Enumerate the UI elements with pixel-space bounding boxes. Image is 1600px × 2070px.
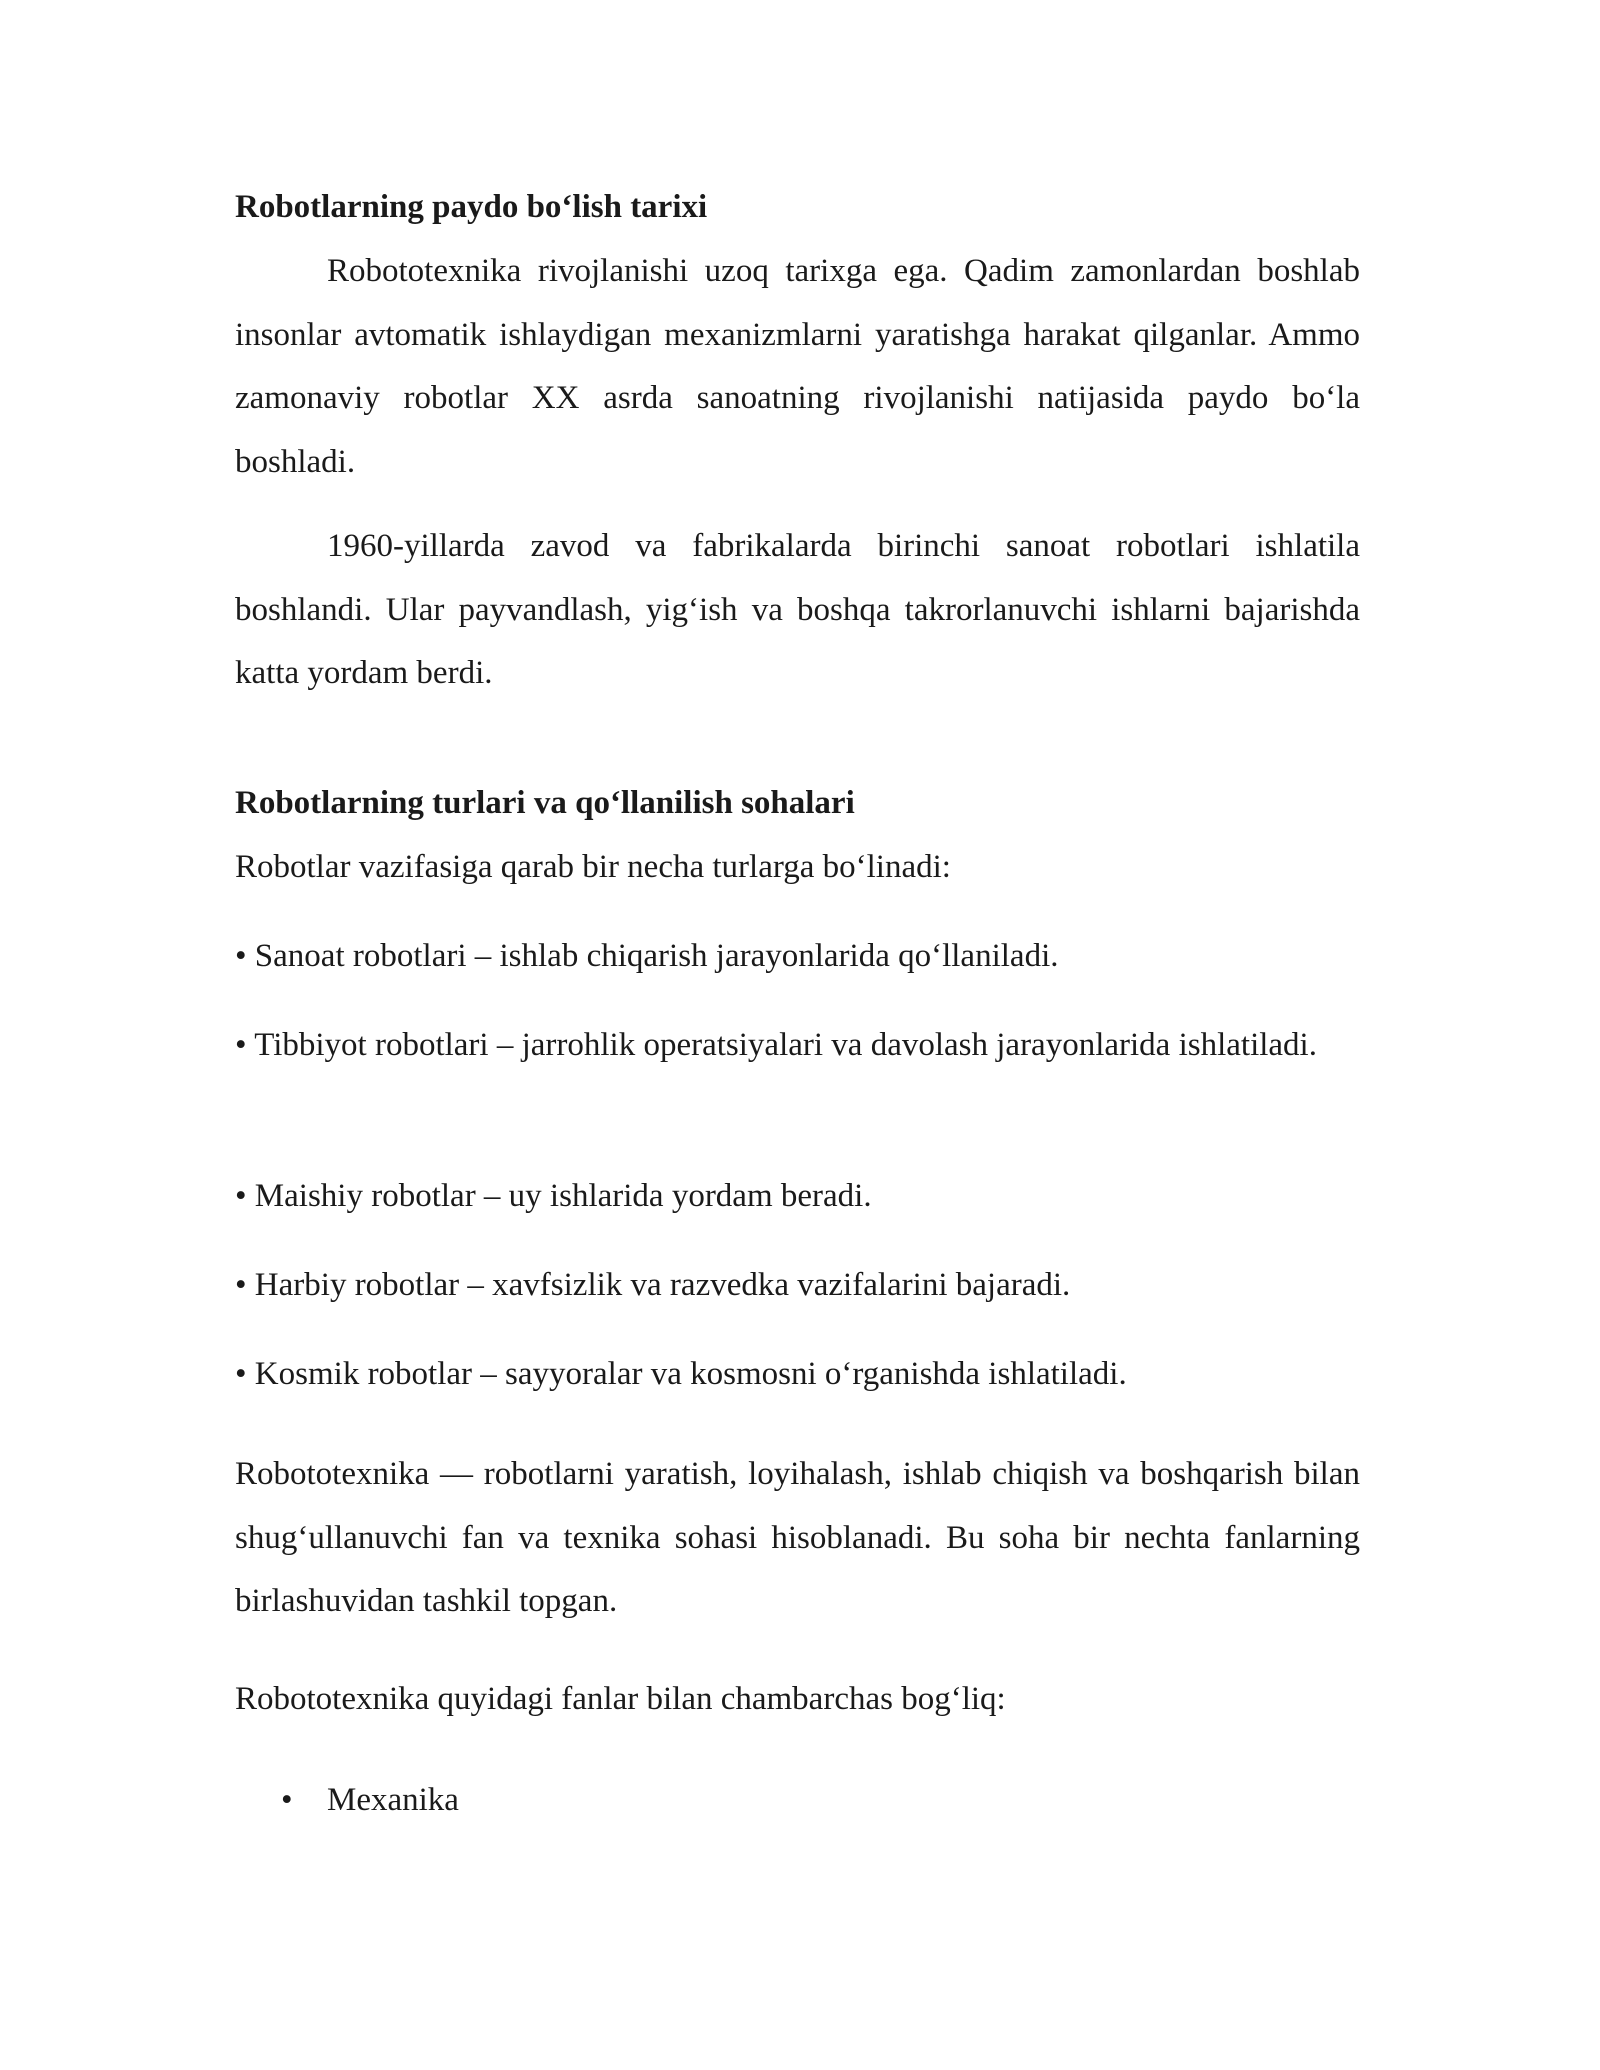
related-sciences-intro: Robototexnika quyidagi fanlar bilan chambarchas bog‘liq: [235, 1681, 1006, 1717]
type-item-military: • Harbiy robotlar – xavfsizlik va razvedka vazifalarini bajaradi. [235, 1267, 1071, 1303]
history-paragraph-1: Robototexnika rivojlanishi uzoq tarixga ega. Qadim zamonlardan boshlab insonlar avtomatik ishlaydigan mexanizmlarni yaratishga harakat qilganlar. Ammo zamonaviy robotlar XX asrda sanoatning rivojlanishi natijasida paydo bo‘la boshladi. [235, 253, 1360, 480]
type-item-household: • Maishiy robotlar – uy ishlarida yordam beradi. [235, 1178, 872, 1214]
list-bullet: • [281, 1782, 293, 1818]
related-science-label: Mexanika [327, 1782, 459, 1818]
history-paragraph-2: 1960-yillarda zavod va fabrikalarda birinchi sanoat robotlari ishlatila boshlandi. Ular payvandlash, yig‘ish va boshqa takrorlanuvchi ishlarni bajarishda katta yordam berdi. [235, 528, 1360, 691]
related-science-item [235, 1769, 1360, 1832]
section-heading-history: Robotlarning paydo bo‘lish tarixi [235, 189, 708, 225]
section-heading-types: Robotlarning turlari va qo‘llanilish sohalari [235, 785, 855, 821]
type-item-medical: • Tibbiyot robotlari – jarrohlik operatsiyalari va davolash jarayonlarida ishlatiladi. [235, 1027, 1317, 1063]
types-intro: Robotlar vazifasiga qarab bir necha turlarga bo‘linadi: [235, 849, 951, 885]
type-item-industrial: • Sanoat robotlari – ishlab chiqarish jarayonlarida qo‘llaniladi. [235, 938, 1059, 974]
robotics-definition: Robototexnika — robotlarni yaratish, loyihalash, ishlab chiqish va boshqarish bilan shug‘ullanuvchi fan va texnika sohasi hisoblanadi. Bu soha bir nechta fanlarning birlashuvidan tashkil topgan. [235, 1456, 1360, 1619]
type-item-space: • Kosmik robotlar – sayyoralar va kosmosni o‘rganishda ishlatiladi. [235, 1356, 1127, 1392]
